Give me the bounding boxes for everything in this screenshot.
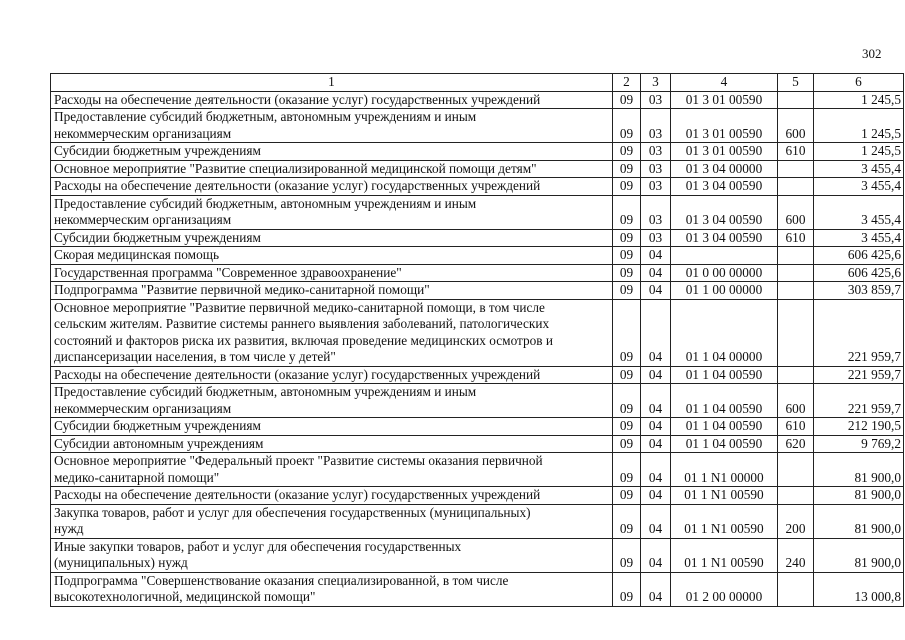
cell-target-article: 01 3 01 00590 [671, 109, 778, 143]
cell-section: 09 [613, 487, 641, 505]
cell-amount: 212 190,5 [814, 418, 904, 436]
cell-description: Основное мероприятие "Развитие первичной медико-санитарной помощи, в том числе сельским жителям. Развитие системы раннего выявления заболеваний, патологических состояний и факторов риска их развития, включая проведение медицинских осмотров и диспансеризации населения, в том числе у детей" [51, 299, 613, 366]
cell-amount: 3 455,4 [814, 195, 904, 229]
table-body [51, 91, 904, 606]
cell-description: Подпрограмма "Совершенствование оказания специализированной, в том числе высокотехнологичной, медицинской помощи" [51, 572, 613, 606]
budget-table [50, 73, 904, 607]
cell-expense-type [778, 282, 814, 300]
cell-subsection: 03 [641, 143, 671, 161]
cell-description: Расходы на обеспечение деятельности (оказание услуг) государственных учреждений [51, 366, 613, 384]
page-number: 302 [862, 46, 882, 61]
cell-description: Субсидии бюджетным учреждениям [51, 418, 613, 436]
cell-description: Субсидии автономным учреждениям [51, 435, 613, 453]
cell-target-article: 01 1 N1 00000 [671, 453, 778, 487]
cell-expense-type: 600 [778, 195, 814, 229]
table-row [51, 366, 904, 384]
cell-section: 09 [613, 143, 641, 161]
cell-section: 09 [613, 504, 641, 538]
cell-description: Иные закупки товаров, работ и услуг для обеспечения государственных (муниципальных) нужд [51, 538, 613, 572]
cell-target-article: 01 1 00 00000 [671, 282, 778, 300]
cell-subsection: 04 [641, 247, 671, 265]
cell-description: Расходы на обеспечение деятельности (оказание услуг) государственных учреждений [51, 178, 613, 196]
cell-target-article: 01 3 01 00590 [671, 143, 778, 161]
cell-amount: 606 425,6 [814, 247, 904, 265]
cell-target-article: 01 1 N1 00590 [671, 487, 778, 505]
table-row [51, 299, 904, 366]
cell-section: 09 [613, 538, 641, 572]
header-cell-6: 6 [814, 74, 904, 92]
cell-description: Расходы на обеспечение деятельности (оказание услуг) государственных учреждений [51, 487, 613, 505]
cell-expense-type [778, 453, 814, 487]
cell-amount: 81 900,0 [814, 538, 904, 572]
cell-description: Предоставление субсидий бюджетным, автономным учреждениям и иным некоммерческим организациям [51, 195, 613, 229]
header-cell-4: 4 [671, 74, 778, 92]
cell-subsection: 04 [641, 487, 671, 505]
cell-section: 09 [613, 366, 641, 384]
cell-section: 09 [613, 299, 641, 366]
cell-expense-type [778, 487, 814, 505]
cell-subsection: 04 [641, 453, 671, 487]
cell-amount: 1 245,5 [814, 143, 904, 161]
cell-expense-type: 200 [778, 504, 814, 538]
header-cell-5: 5 [778, 74, 814, 92]
cell-target-article: 01 3 01 00590 [671, 91, 778, 109]
cell-target-article: 01 0 00 00000 [671, 264, 778, 282]
table-row [51, 453, 904, 487]
cell-amount: 606 425,6 [814, 264, 904, 282]
cell-subsection: 04 [641, 282, 671, 300]
cell-description: Субсидии бюджетным учреждениям [51, 143, 613, 161]
cell-section: 09 [613, 160, 641, 178]
cell-amount: 1 245,5 [814, 91, 904, 109]
cell-subsection: 04 [641, 264, 671, 282]
cell-section: 09 [613, 109, 641, 143]
cell-amount: 13 000,8 [814, 572, 904, 606]
cell-section: 09 [613, 572, 641, 606]
table-row [51, 504, 904, 538]
cell-description: Подпрограмма "Развитие первичной медико-санитарной помощи" [51, 282, 613, 300]
cell-section: 09 [613, 229, 641, 247]
table-row [51, 109, 904, 143]
cell-section: 09 [613, 247, 641, 265]
cell-amount: 221 959,7 [814, 384, 904, 418]
cell-expense-type [778, 247, 814, 265]
cell-section: 09 [613, 282, 641, 300]
cell-amount: 81 900,0 [814, 504, 904, 538]
cell-description: Государственная программа "Современное здравоохранение" [51, 264, 613, 282]
cell-expense-type [778, 160, 814, 178]
cell-section: 09 [613, 195, 641, 229]
cell-target-article: 01 1 04 00590 [671, 418, 778, 436]
table-row [51, 264, 904, 282]
cell-expense-type: 610 [778, 143, 814, 161]
cell-subsection: 04 [641, 299, 671, 366]
table-row [51, 178, 904, 196]
cell-description: Предоставление субсидий бюджетным, автономным учреждениям и иным некоммерческим организациям [51, 384, 613, 418]
cell-target-article: 01 1 04 00590 [671, 384, 778, 418]
cell-description: Закупка товаров, работ и услуг для обеспечения государственных (муниципальных) нужд [51, 504, 613, 538]
table-row [51, 418, 904, 436]
cell-subsection: 03 [641, 160, 671, 178]
table-row [51, 247, 904, 265]
table-row [51, 143, 904, 161]
table-row [51, 195, 904, 229]
cell-amount: 3 455,4 [814, 229, 904, 247]
cell-subsection: 04 [641, 384, 671, 418]
cell-target-article: 01 3 04 00590 [671, 178, 778, 196]
cell-amount: 303 859,7 [814, 282, 904, 300]
cell-target-article: 01 1 N1 00590 [671, 504, 778, 538]
table-row [51, 91, 904, 109]
cell-amount: 3 455,4 [814, 160, 904, 178]
cell-expense-type [778, 178, 814, 196]
cell-subsection: 04 [641, 435, 671, 453]
cell-target-article: 01 1 04 00590 [671, 435, 778, 453]
cell-expense-type [778, 572, 814, 606]
cell-description: Основное мероприятие "Развитие специализированной медицинской помощи детям" [51, 160, 613, 178]
cell-amount: 81 900,0 [814, 453, 904, 487]
cell-target-article: 01 3 04 00590 [671, 195, 778, 229]
header-cell-2: 2 [613, 74, 641, 92]
cell-section: 09 [613, 264, 641, 282]
cell-expense-type: 600 [778, 384, 814, 418]
cell-target-article: 01 3 04 00590 [671, 229, 778, 247]
cell-subsection: 04 [641, 572, 671, 606]
table-row [51, 538, 904, 572]
cell-subsection: 04 [641, 418, 671, 436]
table-row [51, 282, 904, 300]
cell-expense-type: 600 [778, 109, 814, 143]
cell-section: 09 [613, 418, 641, 436]
header-cell-1: 1 [51, 74, 613, 92]
cell-description: Основное мероприятие "Федеральный проект "Развитие системы оказания первичной медико-санитарной помощи" [51, 453, 613, 487]
cell-subsection: 03 [641, 178, 671, 196]
cell-description: Скорая медицинская помощь [51, 247, 613, 265]
cell-expense-type: 610 [778, 418, 814, 436]
table-header-row [51, 74, 904, 92]
cell-target-article: 01 1 N1 00590 [671, 538, 778, 572]
cell-target-article: 01 1 04 00000 [671, 299, 778, 366]
cell-expense-type: 610 [778, 229, 814, 247]
table-row [51, 572, 904, 606]
cell-expense-type [778, 91, 814, 109]
cell-subsection: 04 [641, 504, 671, 538]
table-row [51, 160, 904, 178]
cell-subsection: 04 [641, 538, 671, 572]
table-row [51, 487, 904, 505]
cell-amount: 221 959,7 [814, 366, 904, 384]
cell-subsection: 03 [641, 109, 671, 143]
cell-expense-type [778, 299, 814, 366]
header-cell-3: 3 [641, 74, 671, 92]
cell-subsection: 04 [641, 366, 671, 384]
cell-amount: 3 455,4 [814, 178, 904, 196]
cell-subsection: 03 [641, 229, 671, 247]
cell-description: Субсидии бюджетным учреждениям [51, 229, 613, 247]
cell-amount: 1 245,5 [814, 109, 904, 143]
cell-section: 09 [613, 453, 641, 487]
cell-amount: 81 900,0 [814, 487, 904, 505]
cell-expense-type [778, 264, 814, 282]
cell-section: 09 [613, 178, 641, 196]
cell-target-article [671, 247, 778, 265]
table-row [51, 384, 904, 418]
cell-target-article: 01 3 04 00000 [671, 160, 778, 178]
table-row [51, 229, 904, 247]
table-row [51, 435, 904, 453]
cell-amount: 221 959,7 [814, 299, 904, 366]
cell-target-article: 01 1 04 00590 [671, 366, 778, 384]
cell-subsection: 03 [641, 195, 671, 229]
cell-target-article: 01 2 00 00000 [671, 572, 778, 606]
cell-subsection: 03 [641, 91, 671, 109]
cell-amount: 9 769,2 [814, 435, 904, 453]
cell-description: Предоставление субсидий бюджетным, автономным учреждениям и иным некоммерческим организациям [51, 109, 613, 143]
cell-description: Расходы на обеспечение деятельности (оказание услуг) государственных учреждений [51, 91, 613, 109]
cell-expense-type [778, 366, 814, 384]
cell-expense-type: 620 [778, 435, 814, 453]
cell-section: 09 [613, 435, 641, 453]
cell-expense-type: 240 [778, 538, 814, 572]
cell-section: 09 [613, 91, 641, 109]
cell-section: 09 [613, 384, 641, 418]
